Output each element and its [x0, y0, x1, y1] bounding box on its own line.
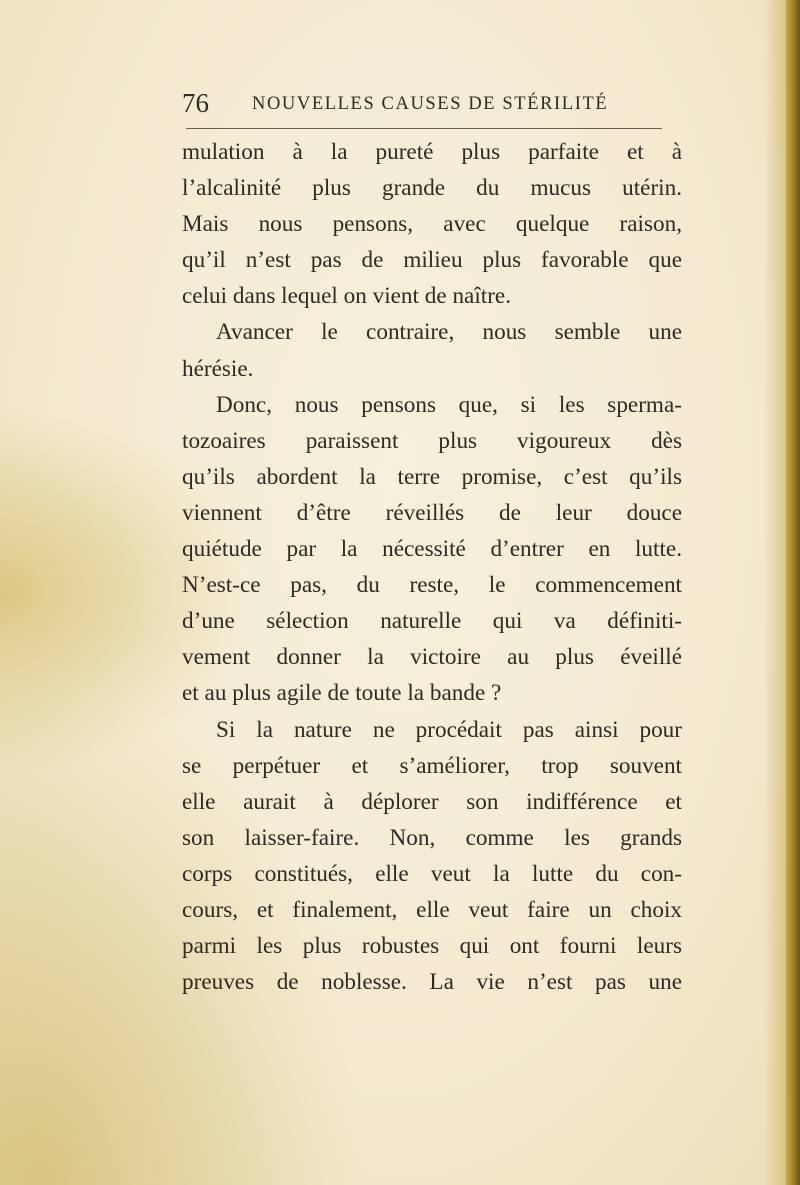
- text-line: mulation à la pureté plus parfaite et à: [182, 139, 682, 165]
- text-line: Donc, nous pensons que, si les sperma-: [216, 391, 682, 418]
- page-number: 76: [182, 88, 209, 118]
- text-line: N’est-ce pas, du reste, le commencement: [182, 572, 682, 599]
- text-line: d’une sélection naturelle qui va définiti-: [182, 608, 682, 635]
- text-line: Si la nature ne procédait pas ainsi pour: [216, 716, 682, 743]
- header-rule: [186, 128, 662, 129]
- running-head: NOUVELLES CAUSES DE STÉRILITÉ: [252, 94, 609, 114]
- text-line: parmi les plus robustes qui ont fourni leurs: [182, 933, 682, 960]
- page-header: [182, 88, 652, 122]
- text-line: preuves de noblesse. La vie n’est pas une: [182, 969, 682, 996]
- text-line: qu’il n’est pas de milieu plus favorable que: [182, 247, 682, 274]
- text-line: l’alcalinité plus grande du mucus utérin.: [182, 175, 682, 202]
- body-text: [182, 134, 682, 1000]
- book-spine: [786, 0, 800, 1185]
- page-edge-shadow: [764, 0, 786, 1185]
- text-line: celui dans lequel on vient de naître.: [182, 283, 512, 310]
- text-line: tozoaires paraissent plus vigoureux dès: [182, 427, 682, 454]
- text-line: Avancer le contraire, nous semble une: [216, 319, 682, 346]
- text-line: vement donner la victoire au plus éveillé: [182, 644, 682, 671]
- text-line: viennent d’être réveillés de leur douce: [182, 499, 682, 526]
- text-line: son laisser-faire. Non, comme les grands: [182, 824, 682, 851]
- text-line: Mais nous pensons, avec quelque raison,: [182, 211, 682, 238]
- text-line: quiétude par la nécessité d’entrer en lutte.: [182, 536, 682, 563]
- text-line: qu’ils abordent la terre promise, c’est qu’ils: [182, 463, 682, 490]
- text-line: cours, et finalement, elle veut faire un choix: [182, 896, 682, 923]
- text-line: elle aurait à déplorer son indifférence et: [182, 788, 682, 815]
- text-line: hérésie.: [182, 355, 254, 382]
- text-line: et au plus agile de toute la bande ?: [182, 680, 502, 707]
- text-line: corps constitués, elle veut la lutte du con-: [182, 860, 682, 887]
- text-line: se perpétuer et s’améliorer, trop souvent: [182, 752, 682, 779]
